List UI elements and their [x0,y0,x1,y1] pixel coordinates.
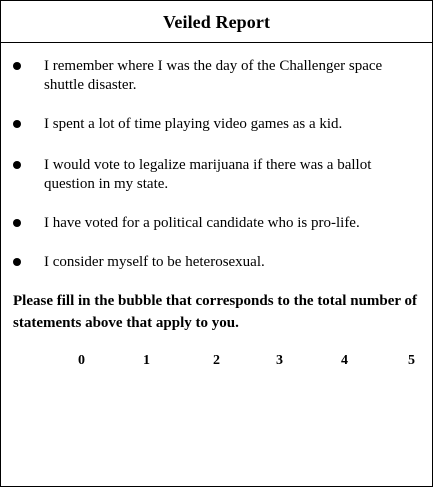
option-3[interactable]: 3 [276,353,283,368]
bullet-icon [13,62,21,70]
statement-item [1,214,432,233]
bullet-icon [13,161,21,169]
page-title: Veiled Report [162,12,271,32]
statement-text: I remember where I was the day of the Challenger space shuttle disaster. [44,58,383,93]
bullet-icon [13,258,21,266]
title-bar [1,1,432,43]
option-4[interactable]: 4 [341,353,348,368]
statement-text: I spent a lot of time playing video games as a kid. [44,116,343,132]
option-2[interactable]: 2 [213,353,220,368]
bullet-icon [13,120,21,128]
statement-item [1,115,432,134]
option-5[interactable]: 5 [408,353,415,368]
statement-text: I consider myself to be heterosexual. [44,254,265,270]
statement-item [1,57,432,95]
answer-options [1,353,432,373]
statement-item [1,156,432,194]
statement-item [1,253,432,272]
statement-text: I have voted for a political candidate who is pro-life. [44,215,360,231]
option-0[interactable]: 0 [78,353,85,368]
statement-list [1,57,432,292]
instruction-text: Please fill in the bubble that corresponds to the total number of statements above that apply to you. [13,293,418,331]
statement-text: I would vote to legalize marijuana if there was a ballot question in my state. [44,157,372,192]
bullet-icon [13,219,21,227]
option-1[interactable]: 1 [143,353,150,368]
